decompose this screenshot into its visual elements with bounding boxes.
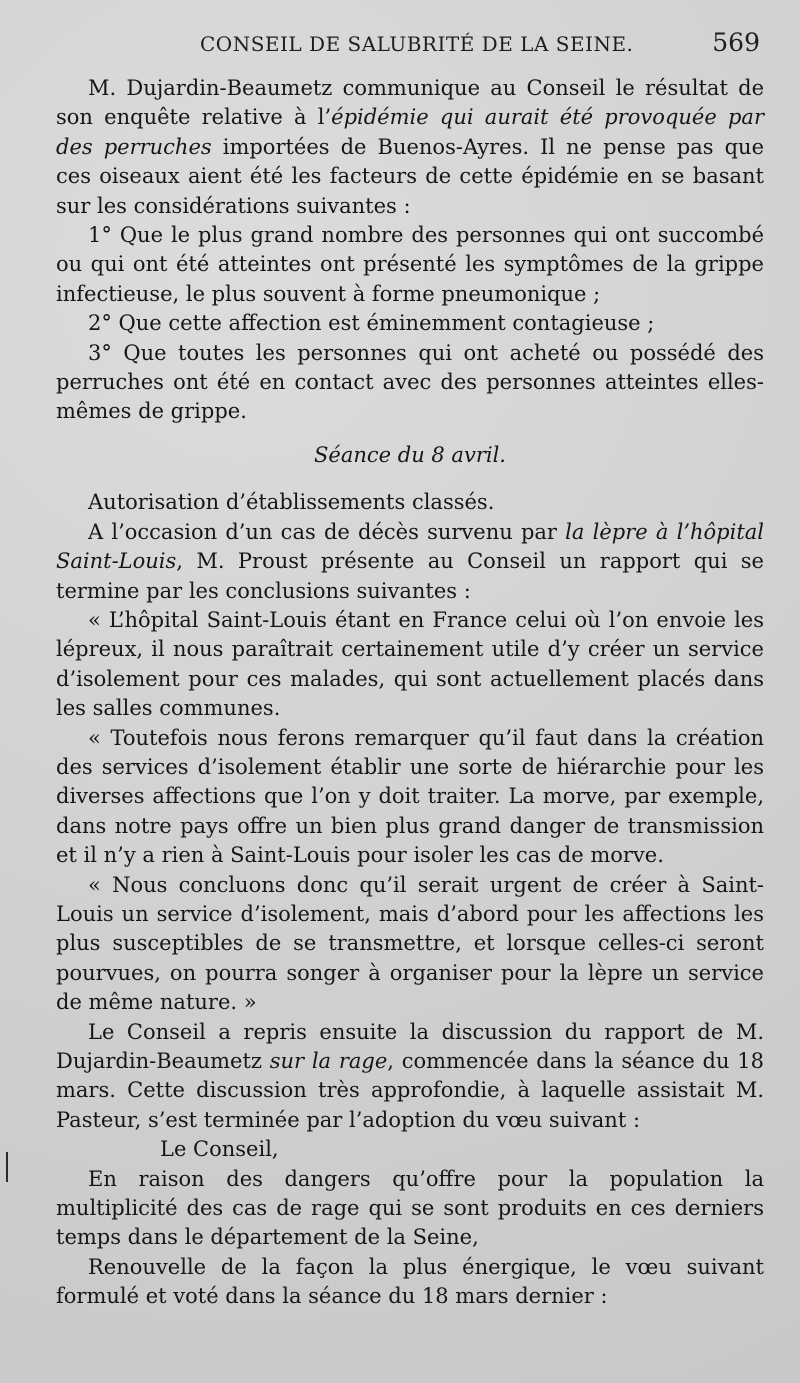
italic-run: sur la rage [269, 1049, 388, 1073]
text-run: , M. Proust présente au Conseil un rapport qui se termine par les conclusions suivantes : [56, 549, 764, 603]
paragraph-group-1 [56, 74, 764, 427]
text-run: « Nous concluons donc qu’il serait urgent de créer à Saint-Louis un service d’isolement, mais d’abord pour les affections les plus susceptibles de se transmettre, et lorsque celles-ci seront pourvues, on pourra songer à organiser pour la lèpre un service de même nature. » [56, 872, 764, 1015]
header-title: CONSEIL DE SALUBRITÉ DE LA SEINE. [200, 32, 634, 56]
text-run: A l’occasion d’un cas de décès survenu par [88, 519, 566, 544]
section-heading: Séance du 8 avril. [314, 442, 506, 467]
paragraph-p1 [56, 74, 764, 221]
text-run: 2° Que cette affection est éminemment contagieuse ; [88, 311, 655, 336]
text-run: Le Conseil, [160, 1137, 279, 1162]
paragraph-p5 [56, 488, 764, 517]
paragraph-group-2 [56, 488, 764, 1311]
text-run: importées de Buenos-Ayres. Il ne pense pas que ces oiseaux aient été les facteurs de cette épidémie en se basant sur les considérations suivantes : [56, 134, 764, 218]
italic-run: épidémie qui aurait été provoquée par des perruches [56, 105, 764, 159]
italic-run: la lèpre à l’hôpital Saint-Louis [56, 519, 764, 574]
paragraph-p6 [56, 518, 764, 606]
text-run: M. Dujardin-Beaumetz communique au Conseil le résultat de son enquête relative à l’ [56, 76, 764, 130]
running-header [0, 28, 800, 64]
paragraph-p13 [56, 1253, 764, 1312]
paragraph-p4 [56, 339, 764, 427]
paragraph-p12 [56, 1165, 764, 1253]
page-number: 569 [712, 28, 760, 57]
text-run: En raison des dangers qu’offre pour la population la multiplicité des cas de rage qui se sont produits en ces derniers temps dans le département de la Seine, [56, 1166, 764, 1250]
text-run: « L’hôpital Saint-Louis étant en France celui où l’on envoie les lépreux, il nous paraîtrait certainement utile d’y créer un service d’isolement pour ces malades, qui sont actuellement placés dans les salles communes. [56, 607, 764, 721]
text-run: « Toutefois nous ferons remarquer qu’il faut dans la création des services d’isolement établir une sorte de hiérarchie pour les diverses affections que l’on y doit traiter. La morve, par exemple, dans notre pays offre un bien plus grand danger de transmission et il n’y a rien à Saint-Louis pour isoler les cas de morve. [56, 725, 764, 868]
text-run: 1° Que le plus grand nombre des personnes qui ont succombé ou qui ont été atteintes ont présenté les symptômes de la grippe infectieuse, le plus souvent à forme pneumonique ; [56, 223, 764, 306]
text-run: Autorisation d’établissements classés. [88, 490, 495, 515]
text-run: Renouvelle de la façon la plus énergique, le vœu suivant formulé et voté dans la séance du 18 mars dernier : [56, 1254, 764, 1309]
paragraph-p10 [56, 1018, 764, 1136]
body-text [56, 74, 764, 1312]
text-run: , commencée dans la séance du 18 mars. Cette discussion très approfondie, à laquelle assistait M. Pasteur, s’est terminée par l’adoption du vœu suivant : [56, 1049, 764, 1132]
text-run: Le Conseil a repris ensuite la discussion du rapport de M. Dujardin-Beaumetz [56, 1019, 764, 1073]
paragraph-p9 [56, 871, 764, 1018]
paragraph-p8 [56, 724, 764, 871]
text-run: 3° Que toutes les personnes qui ont acheté ou possédé des perruches ont été en contact avec des personnes atteintes elles-mêmes de grippe. [56, 340, 764, 424]
paragraph-p2 [56, 221, 764, 309]
paragraph-p3 [56, 309, 764, 338]
paragraph-p11 [56, 1135, 764, 1164]
margin-mark [6, 1152, 8, 1182]
paragraph-p7 [56, 606, 764, 724]
